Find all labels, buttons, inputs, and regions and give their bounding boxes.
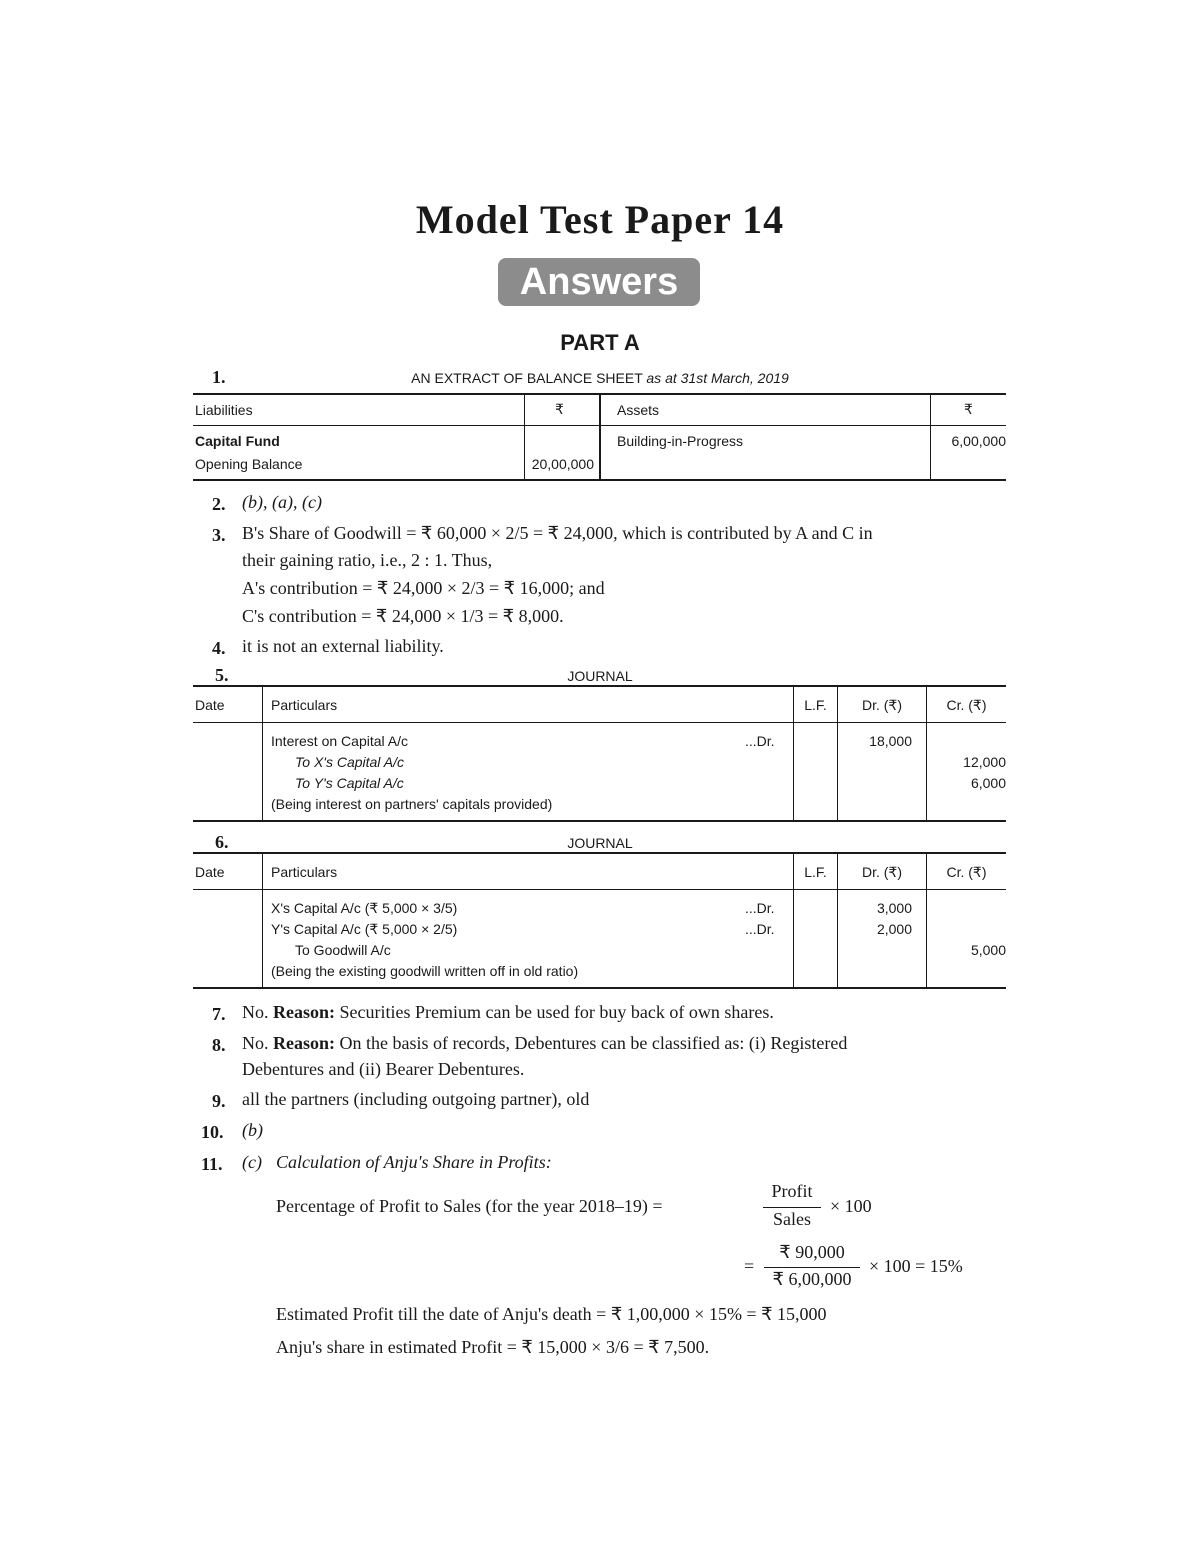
- reason-label: Reason:: [273, 1002, 335, 1022]
- header-lf: L.F.: [804, 864, 827, 880]
- cr-amount: 5,000: [970, 942, 1006, 958]
- answer-4: it is not an external liability.: [242, 636, 444, 656]
- fraction2-bar: [764, 1267, 860, 1268]
- journal-entry-text: To X's Capital A/c: [295, 754, 405, 770]
- journal-caption: JOURNAL: [567, 835, 633, 851]
- caption-date: as at 31st March, 2019: [646, 370, 789, 386]
- percentage-result: × 100 = 15%: [869, 1256, 963, 1276]
- header-date: Date: [195, 697, 225, 713]
- answer-7: [242, 1002, 774, 1023]
- question-number: 10.: [201, 1122, 224, 1142]
- asset-amount: 6,00,000: [951, 433, 1006, 449]
- answer-no: No.: [242, 1033, 269, 1053]
- cr-amount: 12,000: [963, 754, 1006, 770]
- liability-amount: 20,00,000: [531, 456, 594, 472]
- header-assets: Assets: [617, 402, 660, 418]
- question-number: 3.: [212, 525, 226, 545]
- question-number: 1.: [212, 367, 226, 387]
- answer-2: (b), (a), (c): [242, 492, 322, 512]
- times-100: × 100: [830, 1196, 872, 1216]
- journal-entry-text: Interest on Capital A/c: [271, 733, 408, 749]
- journal-entry-text: To Goodwill A/c: [295, 942, 391, 958]
- dr-marker: ...Dr.: [745, 733, 775, 749]
- question-number: 9.: [212, 1091, 226, 1111]
- journal-entry-text: Y's Capital A/c (₹ 5,000 × 2/5): [271, 921, 458, 937]
- dr-marker: ...Dr.: [745, 900, 775, 916]
- question-number: 11.: [201, 1154, 223, 1174]
- part-heading: PART A: [560, 330, 640, 355]
- header-cr: Cr. (₹): [946, 697, 987, 713]
- fraction1-bar: [763, 1207, 821, 1208]
- reason-label: Reason:: [273, 1033, 335, 1053]
- answer-3-line4: C's contribution = ₹ 24,000 × 1/3 = ₹ 8,000.: [242, 606, 564, 626]
- fraction1-numerator: Profit: [771, 1181, 813, 1201]
- equals-sign: =: [744, 1256, 755, 1276]
- header-cr: Cr. (₹): [946, 864, 987, 880]
- answer-9: all the partners (including outgoing partner), old: [242, 1089, 590, 1109]
- header-dr: Dr. (₹): [861, 864, 902, 880]
- header-date: Date: [195, 864, 225, 880]
- answer-3-line2: their gaining ratio, i.e., 2 : 1. Thus,: [242, 550, 493, 570]
- page-title: Model Test Paper 14: [415, 197, 785, 242]
- reason-text: On the basis of records, Debentures can be classified as: (i) Registered: [339, 1033, 848, 1053]
- cr-amount: 6,000: [970, 775, 1006, 791]
- answer-11-label: (c): [242, 1152, 262, 1172]
- answer-8-line1: [242, 1033, 847, 1054]
- header-liabilities: Liabilities: [195, 402, 253, 418]
- journal-caption: JOURNAL: [567, 668, 633, 684]
- fraction2-numerator: ₹ 90,000: [779, 1242, 845, 1262]
- reason-text: Securities Premium can be used for buy back of own shares.: [339, 1002, 774, 1022]
- question-number: 7.: [212, 1004, 226, 1024]
- answer-8-line2: Debentures and (ii) Bearer Debentures.: [242, 1059, 525, 1079]
- answer-no: No.: [242, 1002, 269, 1022]
- narration: (Being the existing goodwill written off in old ratio): [271, 963, 579, 979]
- header-rupee-liabilities: ₹: [555, 401, 564, 417]
- question-number: 5.: [215, 665, 229, 685]
- header-rupee-assets: ₹: [964, 401, 973, 417]
- question-number: 4.: [212, 638, 226, 658]
- answer-11-heading: Calculation of Anju's Share in Profits:: [276, 1152, 552, 1172]
- fraction2-denominator: ₹ 6,00,000: [772, 1269, 852, 1289]
- journal-entry-text: To Y's Capital A/c: [295, 775, 404, 791]
- dr-marker: ...Dr.: [745, 921, 775, 937]
- asset-building: Building-in-Progress: [617, 433, 744, 449]
- question-number: 2.: [212, 494, 226, 514]
- narration: (Being interest on partners' capitals provided): [271, 796, 553, 812]
- balance-sheet-caption: [0, 370, 1200, 386]
- liability-opening-balance: Opening Balance: [195, 456, 303, 472]
- anju-share: Anju's share in estimated Profit = ₹ 15,000 × 3/6 = ₹ 7,500.: [276, 1337, 710, 1357]
- dr-amount: 2,000: [876, 921, 912, 937]
- answer-3-line3: A's contribution = ₹ 24,000 × 2/3 = ₹ 16,000; and: [242, 578, 605, 598]
- liability-capital-fund: Capital Fund: [195, 433, 280, 449]
- dr-amount: 3,000: [876, 900, 912, 916]
- percentage-label: Percentage of Profit to Sales (for the year 2018–19) =: [276, 1196, 663, 1216]
- question-number: 6.: [215, 832, 229, 852]
- estimated-profit: Estimated Profit till the date of Anju's death = ₹ 1,00,000 × 15% = ₹ 15,000: [276, 1304, 827, 1324]
- answer-10: (b): [242, 1120, 263, 1140]
- dr-amount: 18,000: [869, 733, 912, 749]
- question-number: 8.: [212, 1035, 226, 1055]
- caption-main: AN EXTRACT OF BALANCE SHEET: [411, 370, 647, 386]
- header-particulars: Particulars: [271, 864, 338, 880]
- header-particulars: Particulars: [271, 697, 338, 713]
- fraction1-denominator: Sales: [773, 1209, 811, 1229]
- journal-entry-text: X's Capital A/c (₹ 5,000 × 3/5): [271, 900, 458, 916]
- header-dr: Dr. (₹): [861, 697, 902, 713]
- answers-badge: Answers: [498, 258, 700, 306]
- header-lf: L.F.: [804, 697, 827, 713]
- answer-3-line1: B's Share of Goodwill = ₹ 60,000 × 2/5 = ₹ 24,000, which is contributed by A and C in: [242, 523, 873, 543]
